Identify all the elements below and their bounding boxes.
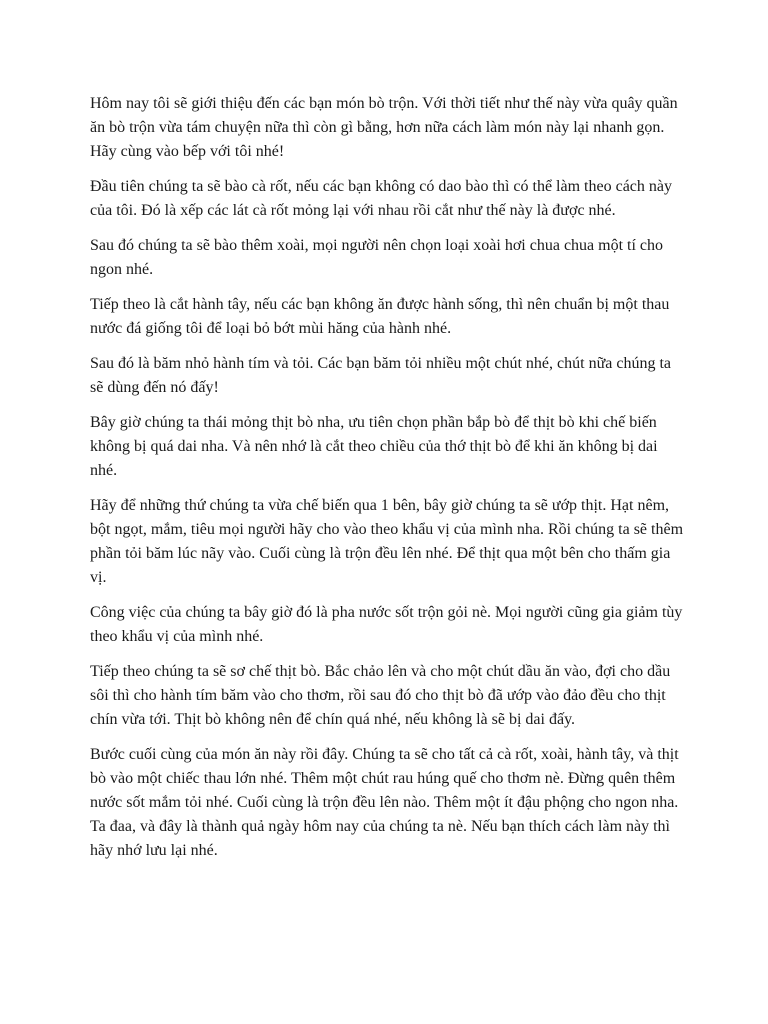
document-body [90, 92, 685, 874]
paragraph-intro: Hôm nay tôi sẽ giới thiệu đến các bạn món bò trộn. Với thời tiết như thế này vừa quây quần ăn bò trộn vừa tám chuyện nữa thì còn gì bằng, hơn nữa cách làm món này lại nhanh gọn. Hãy cùng vào bếp với tôi nhé! [90, 95, 678, 160]
paragraph-carrot: Đầu tiên chúng ta sẽ bào cà rốt, nếu các bạn không có dao bào thì có thể làm theo cách này của tôi. Đó là xếp các lát cà rốt mỏng lại với nhau rồi cắt như thế này là được nhé. [90, 178, 672, 219]
paragraph-mango: Sau đó chúng ta sẽ bào thêm xoài, mọi người nên chọn loại xoài hơi chua chua một tí cho ngon nhé. [90, 237, 664, 278]
paragraph-slice-beef: Bây giờ chúng ta thái mỏng thịt bò nha, ưu tiên chọn phần bắp bò để thịt bò khi chế biến không bị quá dai nha. Và nên nhớ là cắt theo chiều của thớ thịt bò để khi ăn không bị dai nhé. [90, 414, 658, 479]
paragraph-marinate: Hãy để những thứ chúng ta vừa chế biến qua 1 bên, bây giờ chúng ta sẽ ướp thịt. Hạt nêm, bột ngọt, mắm, tiêu mọi người hãy cho vào theo khẩu vị của mình nha. Rồi chúng ta sẽ thêm phần tỏi băm lúc nãy vào. Cuối cùng là trộn đều lên nhé. Để thịt qua một bên cho thấm gia vị. [90, 497, 684, 586]
paragraph-cook-beef: Tiếp theo chúng ta sẽ sơ chế thịt bò. Bắc chảo lên và cho một chút dầu ăn vào, đợi cho dầu sôi thì cho hành tím băm vào cho thơm, rồi sau đó cho thịt bò đã ướp vào đảo đều cho thịt chín vừa tới. Thịt bò không nên để chín quá nhé, nếu không là sẽ bị dai đấy. [90, 663, 671, 728]
paragraph-sauce: Công việc của chúng ta bây giờ đó là pha nước sốt trộn gỏi nè. Mọi người cũng gia giảm tùy theo khẩu vị của mình nhé. [90, 604, 683, 645]
paragraph-final-step: Bước cuối cùng của món ăn này rồi đây. Chúng ta sẽ cho tất cả cà rốt, xoài, hành tây, và thịt bò vào một chiếc thau lớn nhé. Thêm một chút rau húng quế cho thơm nè. Đừng quên thêm nước sốt mắm tỏi nhé. Cuối cùng là trộn đều lên nào. Thêm một ít đậu phộng cho ngon nha. Ta đaa, và đây là thành quả ngày hôm nay của chúng ta nè. Nếu bạn thích cách làm này thì hãy nhớ lưu lại nhé. [90, 746, 679, 859]
paragraph-shallot-garlic: Sau đó là băm nhỏ hành tím và tỏi. Các bạn băm tỏi nhiều một chút nhé, chút nữa chúng ta sẽ dùng đến nó đấy! [90, 355, 671, 396]
paragraph-onion: Tiếp theo là cắt hành tây, nếu các bạn không ăn được hành sống, thì nên chuẩn bị một thau nước đá giống tôi để loại bỏ bớt mùi hăng của hành nhé. [90, 296, 670, 337]
